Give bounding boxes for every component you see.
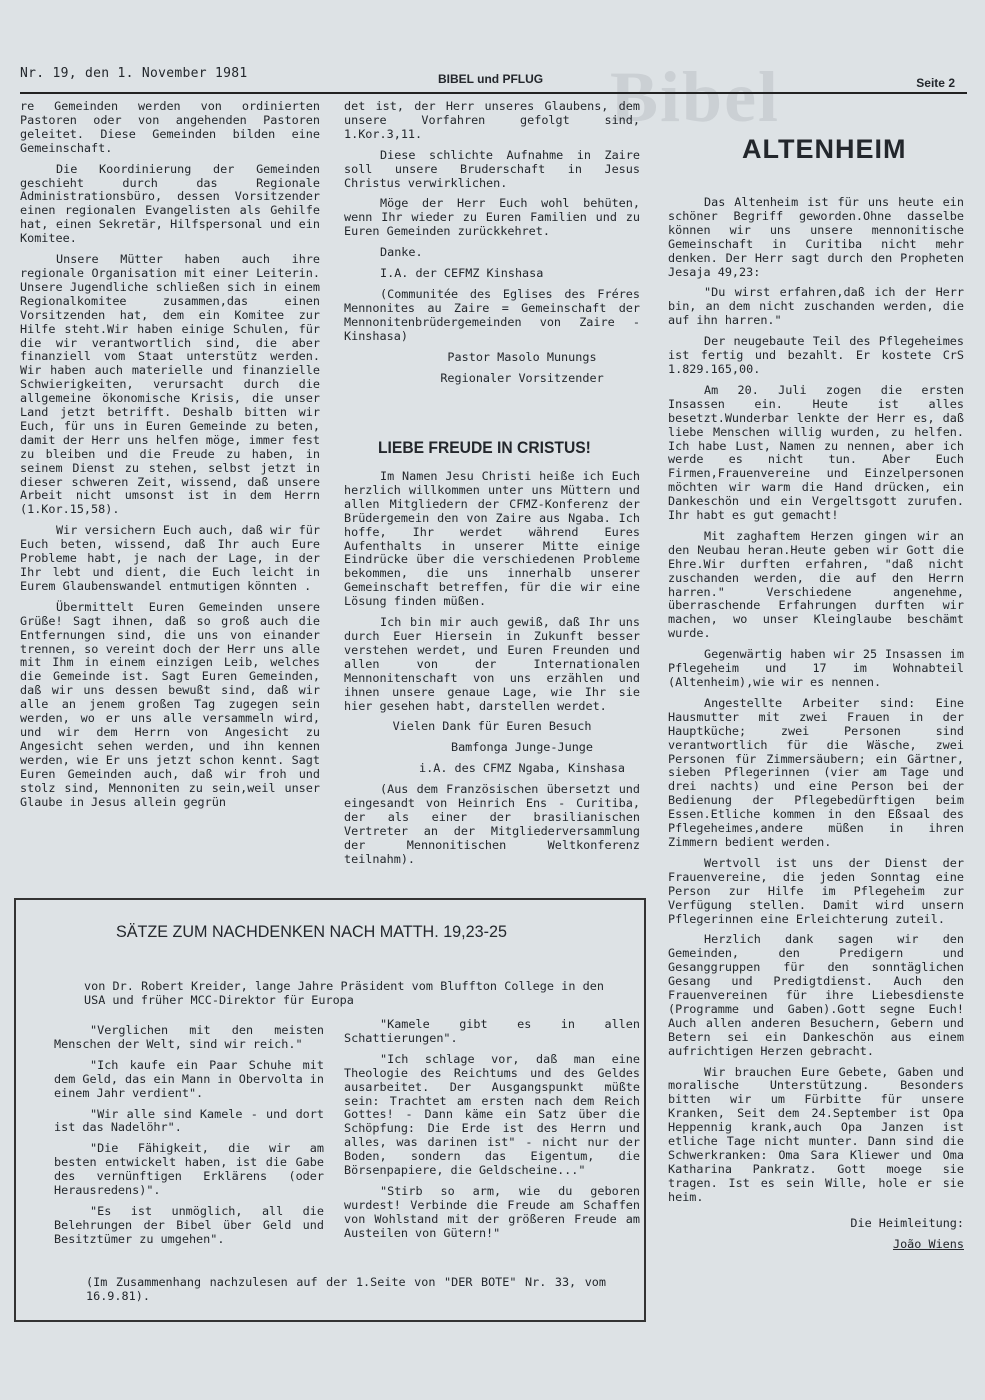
page-number: Seite 2 <box>916 76 955 90</box>
quote: "Kamele gibt es in allen Schattierungen". <box>344 1017 640 1045</box>
article-altenheim <box>668 196 964 1258</box>
issue-date: Nr. 19, den 1. November 1981 <box>20 66 248 81</box>
quote: "Die Fähigkeit, die wir am besten entwickelt haben, ist die Gabe des vernünftigen Erklärens (oder Herausredens)". <box>54 1141 324 1198</box>
paragraph: Im Namen Jesu Christi heiße ich Euch herzlich willkommen unter uns Müttern und allen Mitgliedern der CFMZ-Konferenz der Brüdergemein den von Zaire aus Ngaba. Ich hoffe, Ihr werdet während Eures Aufenthalts in unserer Mitte einige Eindrücke über die verschiedenen Probleme bekommen, die uns innerhalb unserer Gemeinschaft betreffen, für die wir eine Lösung finden müßen. <box>344 469 640 609</box>
paragraph: det ist, der Herr unseres Glaubens, dem unsere Vorfahren gefolgt sind, 1.Kor.3,11. <box>344 99 640 141</box>
paragraph: Ich bin mir auch gewiß, daß Ihr uns durch Euer Hiersein in Zukunft besser verstehen werdet, und Euren Freunden und allen von der Internationalen Mennonitenschaft von uns erzählen und ihnen unsere genaue Lage, wie Ihr sie hier gesehen habt, darstellen werdet. <box>344 615 640 713</box>
show-through-masthead: Bibel <box>610 57 781 137</box>
paragraph: Angestellte Arbeiter sind: Eine Hausmutter mit zwei Frauen in der Hauptküche; zwei Personen sind verantwortlich für die Wäsche, zwei Personen für Zimmersäubern; ein Gärtner, sieben Pflegerinnen (vier am Tage und drei nachts) und eine Person bei der Bedienung der Pflegebedürftigen beim Essen.Etliche kommen in den Eßsaal des Pflegeheimes,andere müßen in ihren Zimmern bedient werden. <box>668 695 964 849</box>
boxed-intro <box>84 980 604 1015</box>
paragraph: Wertvoll ist uns der Dienst der Frauenvereine, die jeden Sonntag eine Person zur Hilfe im Pflegeheim zur Verfügung stellen. Damit wird unsern Pflegerinnen eine Erleichterung zuteil. <box>668 855 964 926</box>
translation-note: (Aus dem Französischen übersetzt und eingesandt von Heinrich Ens - Curitiba, der als einer der brasilianischen Vertreter an der Mitgliederversammlung der Mennonitischen Weltkonferenz teilnahm). <box>344 782 640 866</box>
paragraph: Das Altenheim ist für uns heute ein schöner Begriff geworden.Ohne dasselbe können wir uns unsere mennonitische Gemeinschaft in Curitiba nicht mehr denken. Der Herr sagt durch den Propheten Jesaja 49,23: <box>668 195 964 279</box>
signature-name <box>668 1238 964 1252</box>
heading-liebe-freude: LIEBE FREUDE IN CRISTUS! <box>378 438 591 457</box>
org-note: (Communitée des Eglises des Fréres Mennonites au Zaire = Gemeinschaft der Mennonitenbrüdergemeinden von Zaire - Kinshasa) <box>344 286 640 343</box>
closing-thanks: Danke. <box>380 245 423 260</box>
boxed-quotes-left <box>54 1024 324 1254</box>
heading-saetze: SÄTZE ZUM NACHDENKEN NACH MATTH. 19,23-25 <box>116 922 507 941</box>
signature-org: I.A. der CEFMZ Kinshasa <box>380 266 544 281</box>
paragraph: Die Koordinierung der Gemeinden geschieht durch das Regionale Administrationsbüro, dessen Vorsitzender einen regionalen Evangelisten als Gehilfe hat, einen Sekretär, Hilfspersonal und ein Komitee. <box>20 161 320 246</box>
quote: "Es ist unmöglich, all die Belehrungen der Bibel über Geld und Besitztümer zu umgehen". <box>54 1203 324 1246</box>
quote: "Wir alle sind Kamele - und dort ist das Nadelöhr". <box>54 1106 324 1135</box>
signature-name-text: João Wiens <box>892 1236 964 1251</box>
paragraph: Wir brauchen Eure Gebete, Gaben und moralische Unterstützung. Besonders bitten wir um Fürbitte für unsere Kranken, Seit dem 24.September ist Opa Heppennig krank,auch Opa Janzen ist etliche Tage nicht munter. Dann sind die Schwerkranken: Oma Sara Kliewer und Oma Katharina Pankratz. Gott moege sie tragen. Ist es sein Wille, hole er sie heim. <box>668 1064 964 1204</box>
signature-name: Bamfonga Junge-Junge <box>450 740 594 755</box>
paragraph: Übermittelt Euren Gemeinden unsere Grüße! Sagt ihnen, daß so groß auch die Entfernungen sind, die uns von einander trennen, so vereint doch der Herr uns alle mit Ihm in einem einzigen Leib, welches die Gemeinde ist. Sagt Euren Gemeinden, daß wir uns dessen bewußt sind, daß wir alle an jenem großen Tag zugegen sein werden, wo er uns alle versammeln wird, und wir dem Herrn von Angesicht zu Angesicht sehen werden, und ihn kennen werden, wie Er uns jetzt schon kennt. Sagt Euren Gemeinden auch, daß wir froh und stolz sind, Mennoniten zu sein,weil unser Glaube in Jesus allein gegrün <box>20 599 320 809</box>
author-intro: von Dr. Robert Kreider, lange Jahre Präsident vom Bluffton College in den USA und früher MCC-Direktor für Europa <box>84 979 604 1007</box>
signature-name: Pastor Masolo Munungs <box>447 349 597 364</box>
paragraph: Möge der Herr Euch wohl behüten, wenn Ihr wieder zu Euren Familien und zu Euren Gemeinden zurückkehret. <box>344 196 640 239</box>
signature-org: i.A. des CFMZ Ngaba, Kinshasa <box>419 761 625 776</box>
publication-title: BIBEL und PFLUG <box>438 72 544 86</box>
thanks-line: Vielen Dank für Euren Besuch <box>392 719 592 734</box>
paragraph: re Gemeinden werden von ordinierten Pastoren oder von angehenden Pastoren geleitet. Diese Gemeinden bilden eine Gemeinschaft. <box>20 99 320 155</box>
column-left <box>20 100 320 816</box>
paragraph: Der neugebaute Teil des Pflegeheimes ist fertig und bezahlt. Er kostete CrS 1.829.165,00. <box>668 334 964 376</box>
boxed-source-note <box>86 1276 606 1311</box>
paragraph: Am 20. Juli zogen die ersten Insassen ein. Heute ist alles besetzt.Wunderbar lenkte der Herr es, daß liebe Menschen willig wurden, zu helfen. Ich habe Lust, Namen zu nennen, aber ich werde es nicht tun. Aber Euch Firmen,Frauenvereine und Einzelpersonen möchten wir warm die Hand drücken, ein Dankeschön und ein Vergeltsgott zurufen. Ihr habt es gut gemacht! <box>668 382 964 523</box>
column-middle <box>344 100 640 392</box>
signature-role: Regionaler Vorsitzender <box>440 370 604 385</box>
boxed-quotes-right <box>344 1018 640 1248</box>
paragraph: Herzlich dank sagen wir den Gemeinden, den Predigern und Gesanggruppen für den sonntäglichen Gesang und Predigtdienst. Auch den Frauenvereinen für ihre Liebesdienste (Programme und Gaben).Gott segne Euch! Auch allen anderen Besuchern, Gebern und Betern sei ein Dankeschön aus einem aufrichtigen Herzen gebracht. <box>668 932 964 1058</box>
article-liebe-freude <box>344 470 640 874</box>
paragraph: Diese schlichte Aufnahme in Zaire soll unsere Bruderschaft in Jesus Christus verwirklichen. <box>344 147 640 190</box>
quote: "Ich schlage vor, daß man eine Theologie des Reichtums und des Geldes ausarbeitet. Der Ausgangspunkt müßte sein: Trachtet am ersten nach dem Reich Gottes! - Dann käme ein Satz über die Schöpfung: Die Erde ist des Herrn und alles, was darinen ist" - nicht nur der Boden, sondern das Eigentum, die Börsenpapiere, die Geldscheine..." <box>344 1051 640 1178</box>
source-note: (Im Zusammenhang nachzulesen auf der 1.Seite von "DER BOTE" Nr. 33, vom 16.9.81). <box>86 1275 606 1303</box>
signature-label: Die Heimleitung: <box>850 1215 964 1230</box>
quote: "Du wirst erfahren,daß ich der Herr bin, an dem nicht zuschanden werden, die auf ihn harren." <box>668 285 964 328</box>
page-header <box>20 62 967 94</box>
paragraph: Wir versichern Euch auch, daß wir für Euch beten, wissend, daß Ihr auch Eure Probleme habt, je nach der Lage, in der Ihr lebt und dient, die Euch leicht in Eurem Glaubenswandel entmutigen könnten . <box>20 523 320 593</box>
paragraph: Unsere Mütter haben auch ihre regionale Organisation mit einer Leiterin. Unsere Jugendliche schließen sich in einem Regionalkomitee zusammen,das einen Vorsitzenden hat, dem ein Komitee zur Hilfe steht.Wir haben einige Schulen, für die wir verantwortlich sind, die aber finanziell vom Staat unterstütz werden. Wir haben auch materielle und finanzielle Schwierigkeiten, verursacht durch die allgemeine ökonomische Krisis, die unser Land jetzt betrifft. Deshalb bitten wir Euch, für uns in Euren Gemeinde zu beten, damit der Herr uns helfen möge, immer fest zu bleiben und die Freude zu haben, in seinem Dienst zu stehen, selbst jetzt in dieser schweren Zeit, wissend, daß unsere Arbeit nicht umsonst ist in dem Herrn (1.Kor.15,58). <box>20 252 320 517</box>
paragraph: Mit zaghaftem Herzen gingen wir an den Neubau heran.Heute geben wir Gott die Ehre.Wir durften erfahren, "daß nicht zuschanden werden, die auf den Herrn harren." Verschiedene angenehme, überraschende Erfahrungen durften wir machen, wo unser Kleinglaube beschämt wurde. <box>668 528 964 641</box>
quote: "Ich kaufe ein Paar Schuhe mit dem Geld, das ein Mann in Obervolta in einem Jahr verdient". <box>54 1057 324 1100</box>
quote: "Stirb so arm, wie du geboren wurdest! Verbinde die Freude am Schaffen von Wohlstand mit der größeren Freude am Austeilen von Gütern!" <box>344 1183 640 1240</box>
heading-altenheim: ALTENHEIM <box>742 134 907 164</box>
paragraph: Gegenwärtig haben wir 25 Insassen im Pflegeheim und 17 im Wohnabteil (Altenheim),wie wir es nennen. <box>668 647 964 689</box>
quote: "Verglichen mit den meisten Menschen der Welt, sind wir reich." <box>54 1023 324 1051</box>
